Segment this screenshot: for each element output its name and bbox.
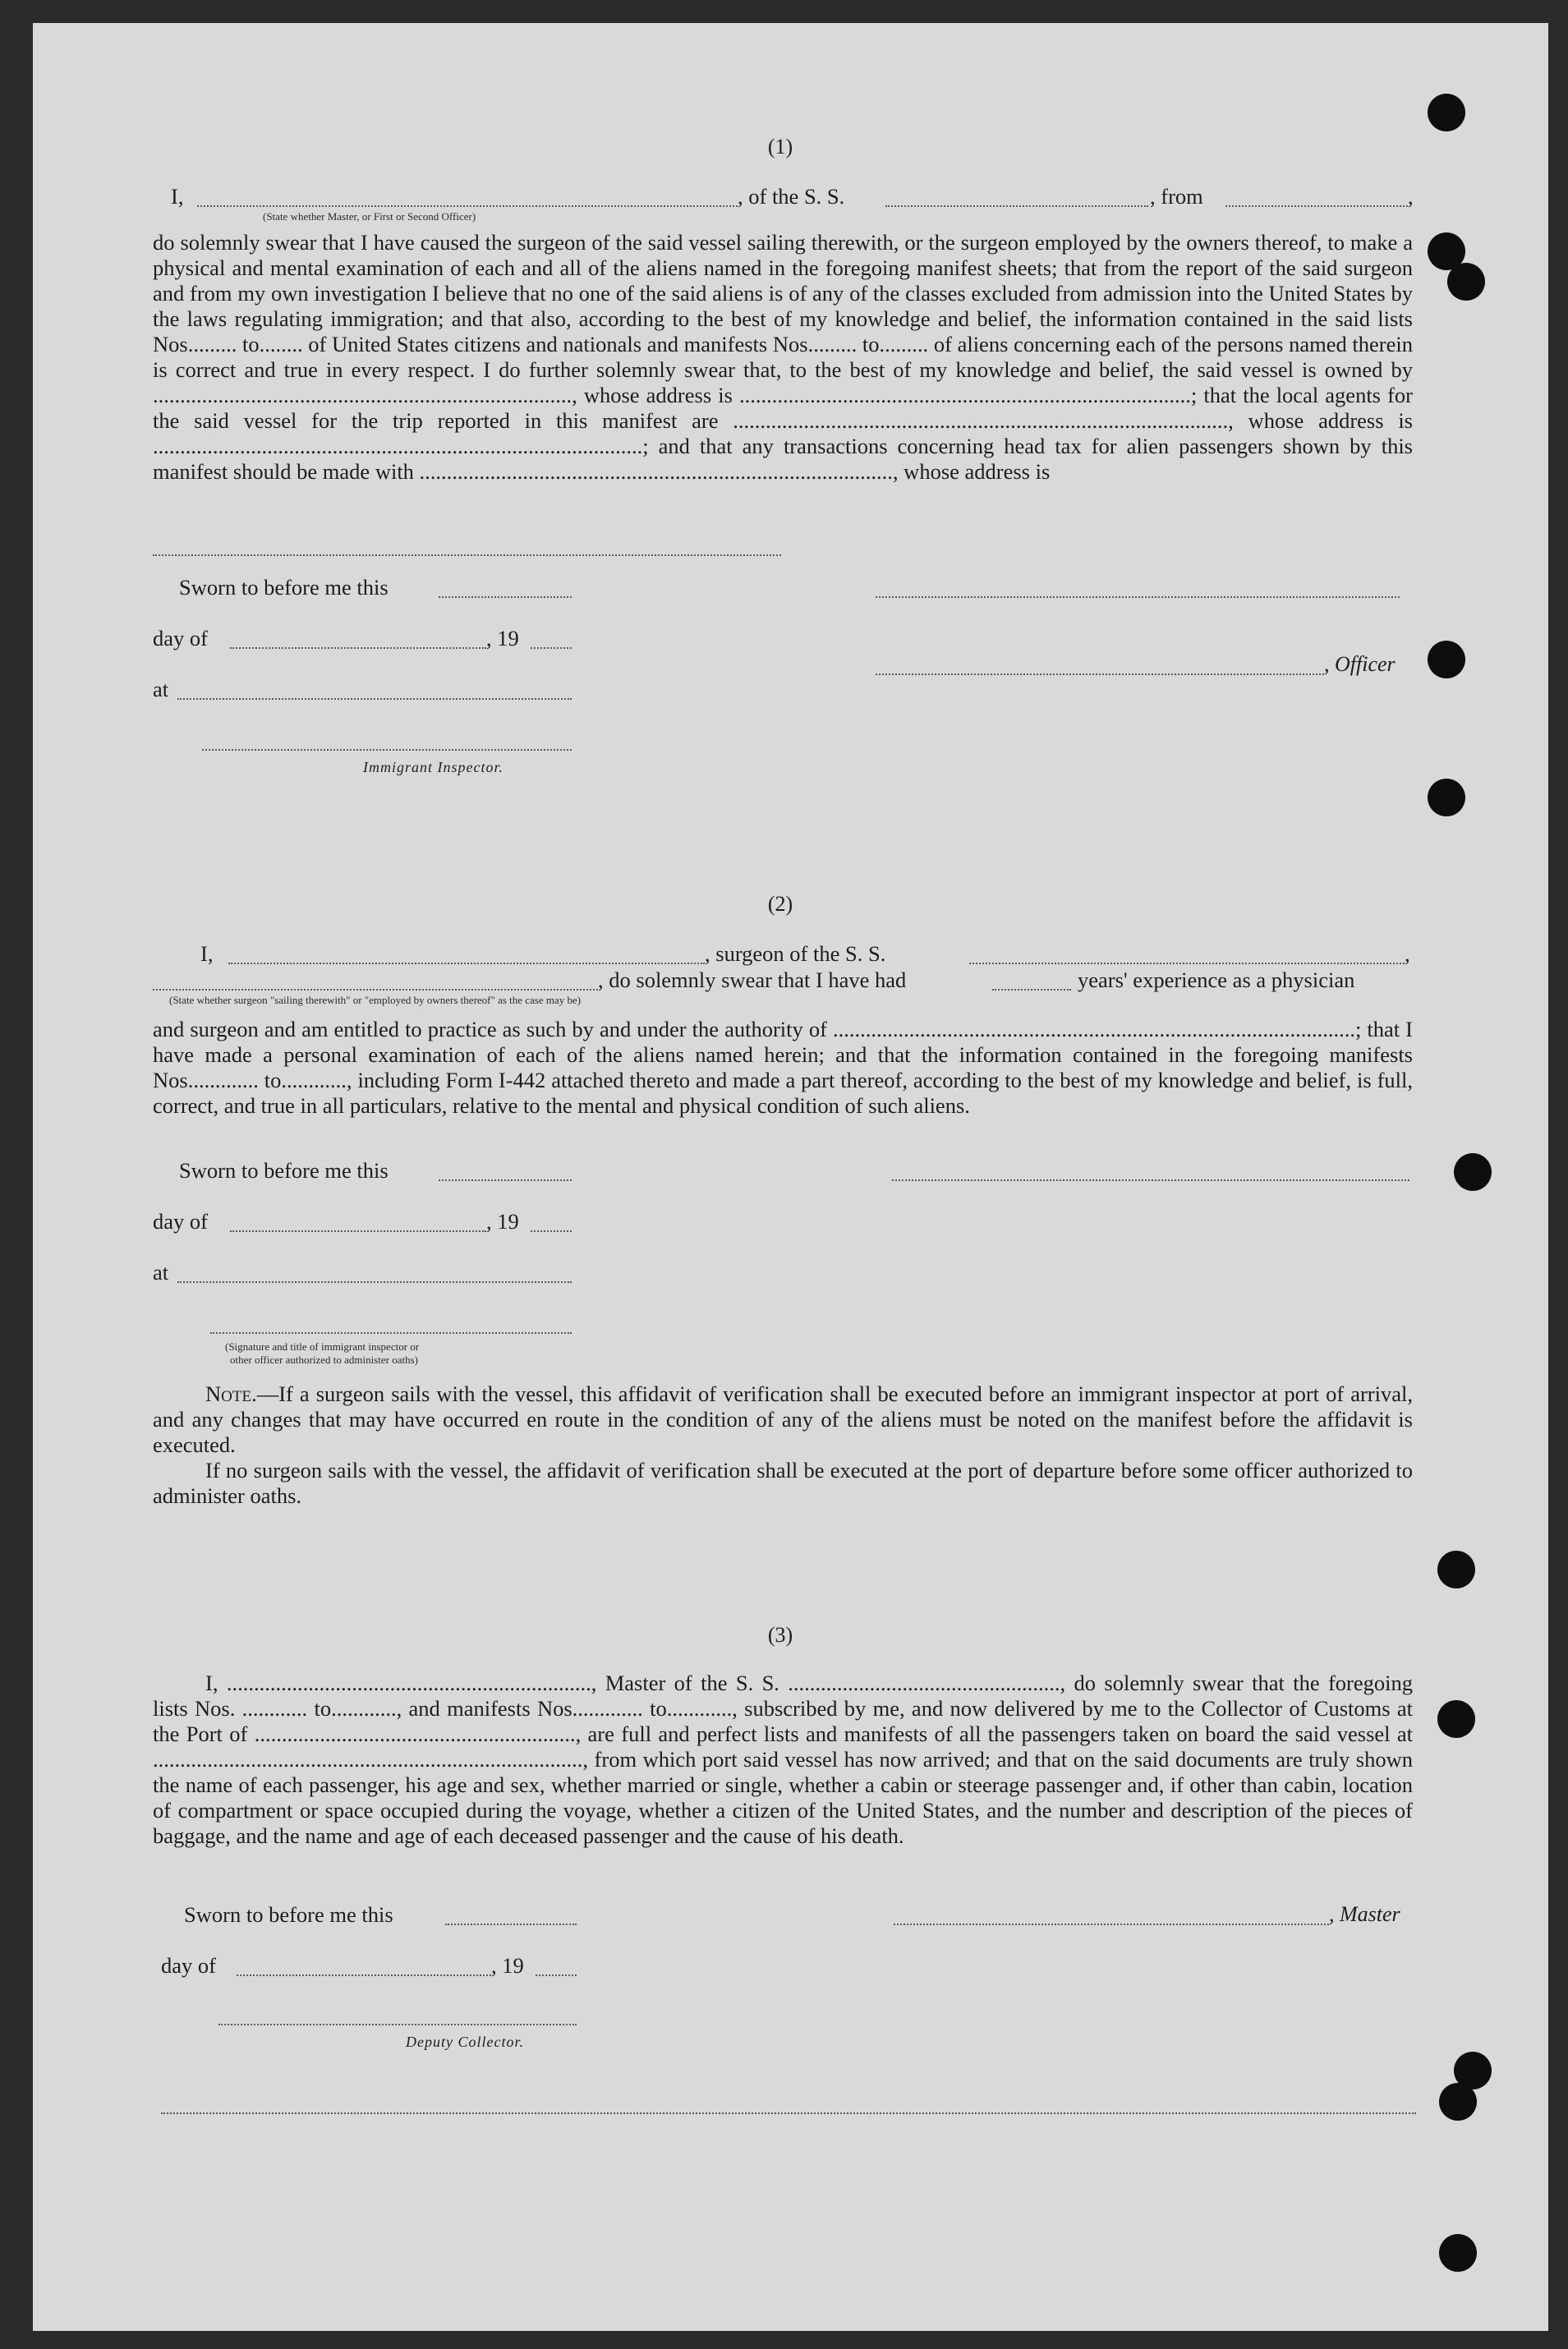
bottom-dotted-rule — [161, 2112, 1416, 2114]
s2-surgeon-note: (State whether surgeon "sailing therewith" or "employed by owners thereof" as the case may be) — [169, 994, 582, 1006]
s2-years-label: years' experience as a physician — [1078, 968, 1355, 992]
s3-deputy-line — [218, 2024, 577, 2025]
s1-address-blank — [153, 554, 781, 556]
punch-hole — [1439, 2083, 1477, 2121]
s1-of-ss-label: , of the S. S. — [738, 184, 845, 209]
section-1-number: (1) — [767, 135, 793, 159]
s3-day-blank — [237, 1974, 491, 1976]
s1-officer-blank — [197, 205, 738, 207]
punch-hole — [1428, 641, 1465, 678]
s3-body-text — [153, 1671, 1413, 1849]
s2-signature-note-1: (Signature and title of immigrant inspector or — [225, 1340, 420, 1353]
s2-surgeon-of-label: , surgeon of the S. S. — [705, 941, 886, 966]
s2-status-blank — [153, 989, 598, 991]
s1-day-of-label: day of — [153, 626, 208, 650]
s1-officer-line — [876, 673, 1324, 675]
s2-body-text — [153, 1017, 1413, 1119]
section-2-number: (2) — [767, 892, 793, 916]
punch-hole — [1428, 779, 1465, 816]
s3-sworn-label: Sworn to before me this — [184, 1902, 393, 1927]
s2-at-label: at — [153, 1260, 169, 1285]
s1-signature-line — [876, 596, 1400, 598]
section-3-number: (3) — [767, 1623, 793, 1647]
s1-sworn-label: Sworn to before me this — [179, 575, 389, 600]
s1-sworn-blank — [439, 596, 572, 598]
s1-day-blank — [230, 647, 486, 649]
s2-year-label: , 19 — [486, 1209, 519, 1234]
s2-note-text — [153, 1381, 1413, 1509]
s1-body-paragraph: do solemnly swear that I have caused the surgeon of the said vessel sailing therewith, or the surgeon employed by the owners thereof, to make a physical and mental examination of each and all of the aliens named in the foregoing manifest sheets; that from the report of the said surgeon and from my own investigation I believe that no one of the said aliens is of any of the classes excluded from admission into the United States by the laws regulating immigration; and that also, according to the best of my knowledge and belief, the information contained in the said lists Nos......... to........ of United States citizens and nationals and manifests Nos......... to......... of aliens concerning each of the persons named therein is correct and true in every respect. I do further solemnly swear that, to the best of my knowledge and belief, the said vessel is owned by ............................................................................., whose address is ...................................................................................; that the local agents for the said vessel for the trip reported in this manifest are ..........................................................................................., whose address is ..........................................................................................; and that any transactions concerning head tax for alien passengers shown by this manifest should be made with ......................................................................................., whose address is — [153, 230, 1413, 484]
s3-day-of-label: day of — [161, 1953, 216, 1978]
s3-sworn-blank — [445, 1924, 577, 1925]
punch-hole — [1454, 1153, 1492, 1191]
s1-inspector-line — [202, 749, 572, 751]
s1-year-blank — [531, 647, 572, 649]
s2-note-paragraph-1 — [153, 1381, 1413, 1458]
s2-body-paragraph: and surgeon and am entitled to practice as such by and under the authority of ................................................................................................; that I have made a personal examination of each of the aliens named herein; and that the information contained in the foregoing manifests Nos............. to............, including Form I-442 attached thereto and made a part thereof, according to the best of my knowledge and belief, is full, correct, and true in all particulars, relative to the mental and physical condition of such aliens. — [153, 1017, 1413, 1118]
punch-hole — [1437, 1551, 1475, 1588]
punch-hole — [1447, 263, 1485, 301]
s3-body-paragraph: I, ..................................................................., Master of the S. S. .................................................., do solemnly swear that the foregoing lists Nos. ............ to............, and manifests Nos............. to............, subscribed by me, and now delivered by me to the Collector of Customs at the Port of ..........................................................., are full and perfect lists and manifests of all the passengers taken on board the said vessel at ..............................................................................., from which port said vessel has now arrived; and that on the said documents are truly shown the name of each passenger, his age and sex, whether married or single, whether a cabin or steerage passenger and, if other than cabin, location of compartment or space occupied during the voyage, whether a citizen of the United States, and the number and description of the pieces of baggage, and the name and age of each deceased passenger and the cause of his death. — [153, 1671, 1413, 1848]
s1-year-label: , 19 — [486, 626, 519, 650]
s1-from-label: , from — [1150, 184, 1203, 209]
s3-year-label: , 19 — [491, 1953, 524, 1978]
s1-officer-note: (State whether Master, or First or Second Officer) — [263, 210, 476, 223]
s2-note-paragraph-2: If no surgeon sails with the vessel, the affidavit of verification shall be executed at the port of departure before some officer authorized to administer oaths. — [153, 1458, 1413, 1508]
s2-inspector-line — [210, 1332, 572, 1334]
s1-trailing-comma: , — [1408, 184, 1414, 209]
s1-officer-label: , Officer — [1324, 652, 1396, 676]
s1-ship-blank — [885, 205, 1148, 207]
s2-trailing-comma: , — [1405, 941, 1410, 966]
punch-hole — [1437, 1700, 1475, 1738]
s2-at-blank — [177, 1281, 572, 1283]
s2-signature-line — [892, 1179, 1409, 1181]
s1-at-label: at — [153, 677, 169, 701]
s1-inspector-label: Immigrant Inspector. — [363, 759, 504, 775]
s2-sworn-blank — [439, 1179, 572, 1181]
s1-body-text — [153, 230, 1413, 485]
s3-year-blank — [536, 1974, 577, 1976]
s2-name-blank — [228, 963, 705, 964]
s1-from-blank — [1225, 205, 1408, 207]
s2-ship-blank — [969, 963, 1405, 964]
punch-hole — [1428, 94, 1465, 131]
s3-deputy-label: Deputy Collector. — [406, 2034, 524, 2050]
s2-i-label: I, — [200, 941, 214, 966]
s3-master-label: , Master — [1329, 1902, 1400, 1926]
s3-master-line — [894, 1924, 1329, 1925]
s2-swear-label: , do solemnly swear that I have had — [598, 968, 907, 992]
s2-signature-note-2: other officer authorized to administer oaths) — [230, 1354, 418, 1366]
document-page — [33, 23, 1548, 2331]
s1-at-blank — [177, 698, 572, 700]
s2-sworn-label: Sworn to before me this — [179, 1158, 389, 1183]
punch-hole — [1439, 2234, 1477, 2272]
s2-day-of-label: day of — [153, 1209, 208, 1234]
s1-i-label: I, — [171, 184, 184, 209]
s2-years-blank — [992, 989, 1071, 991]
s2-year-blank — [531, 1230, 572, 1232]
s2-day-blank — [230, 1230, 486, 1232]
s2-note-body: —If a surgeon sails with the vessel, this affidavit of verification shall be executed before an immigrant inspector at port of arrival, and any changes that may have occurred en route in the condition of any of the aliens must be noted on the manifest before the affidavit is executed. — [153, 1381, 1413, 1457]
s2-note-label: Note. — [205, 1381, 257, 1406]
